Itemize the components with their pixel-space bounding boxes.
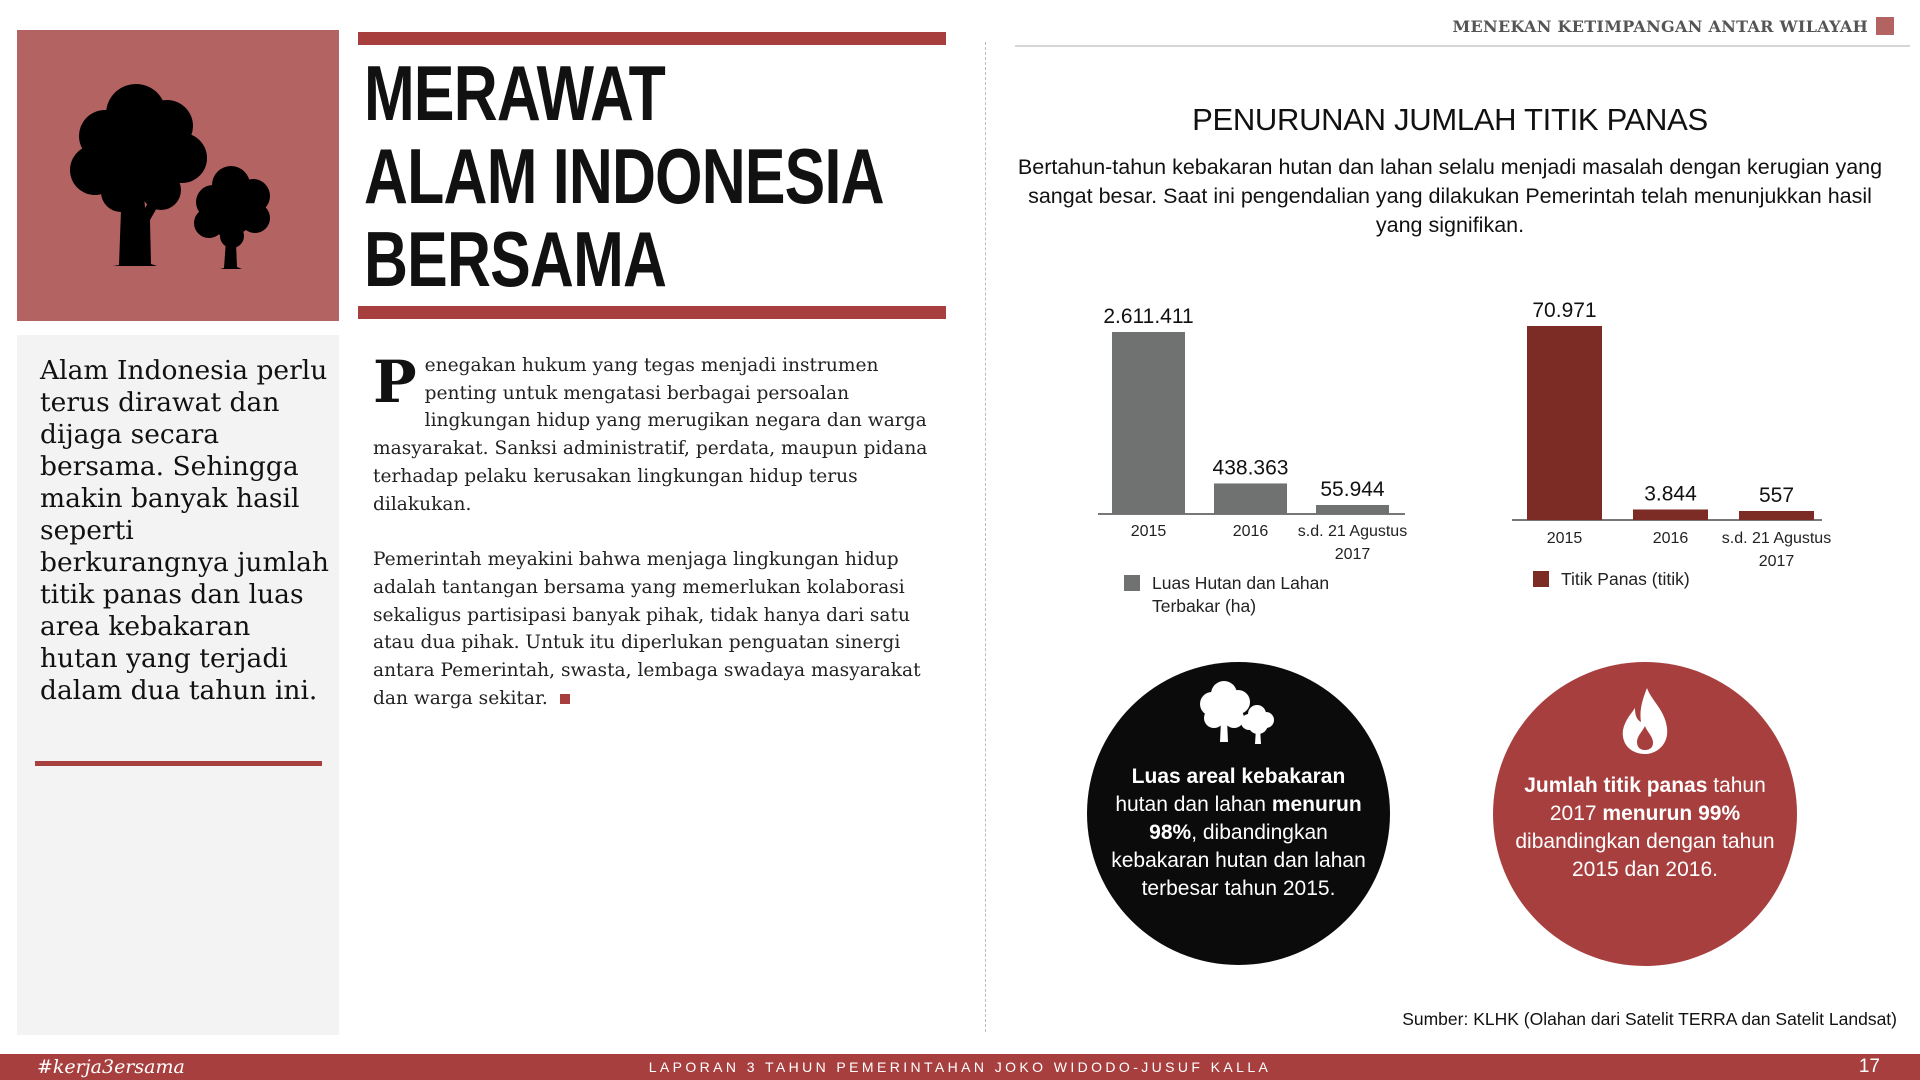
title-line: MERAWAT <box>364 49 665 137</box>
stat-text: , dibandingkan kebakaran hutan dan lahan terbesar tahun 2015. <box>1111 821 1366 900</box>
legend-hotspots <box>1533 568 1773 591</box>
quote-rule <box>35 761 322 766</box>
paragraph-1-text: enegakan hukum yang tegas menjadi instrumen penting untuk mengatasi berbagai persoalan lingkungan hidup yang merugikan negara dan warga masyarakat. Sanksi administratif, perdata, maupun pidana terhadap pelaku kerusakan lingkungan hidup terus dilakukan. <box>373 355 928 515</box>
legend-swatch <box>1124 575 1140 591</box>
stat-text: dibandingkan dengan tahun 2015 dan 2016. <box>1515 830 1775 881</box>
chart-value-label: 438.363 <box>1212 456 1289 480</box>
infographic-intro: Bertahun-tahun kebakaran hutan dan lahan selalu menjadi masalah dengan kerugian yang sangat besar. Saat ini pengendalian yang dilakukan Pemerintah telah menunjukkan hasil yang signifikan. <box>1017 155 1883 237</box>
stat-text-hotspots <box>1513 772 1777 884</box>
chart-bar <box>1214 483 1287 514</box>
stat-circle-hotspots <box>1493 662 1797 966</box>
chart-value-label: 55.944 <box>1320 478 1385 501</box>
legend-burned-area <box>1124 572 1364 618</box>
chart-value-label: 3.844 <box>1644 482 1697 506</box>
flame-icon <box>1617 686 1673 756</box>
title-line: ALAM INDONESIA <box>364 132 884 220</box>
chart-category-label: 2015 <box>1130 523 1167 540</box>
drop-cap: P <box>373 348 417 416</box>
infographic-title: PENURUNAN JUMLAH TITIK PANAS <box>1192 102 1708 137</box>
chart-bar <box>1316 505 1389 514</box>
chart-category-label: s.d. 21 Agustus <box>1721 530 1832 547</box>
chart-category-label: 2017 <box>1758 553 1795 570</box>
chart-bar <box>1112 332 1185 514</box>
end-mark <box>560 694 570 704</box>
stat-emphasis: menurun 98% <box>1149 793 1362 844</box>
chart-bar <box>1527 326 1602 520</box>
legend-label: Luas Hutan dan Lahan Terbakar (ha) <box>1152 573 1330 616</box>
chart-category-label: 2016 <box>1652 530 1689 547</box>
legend-swatch <box>1533 571 1549 587</box>
stat-text: tahun 2017 <box>1549 774 1766 825</box>
title-line: BERSAMA <box>364 215 667 303</box>
chart-value-label: 2.611.411 <box>1103 305 1194 328</box>
chart-value-label: 557 <box>1758 484 1795 507</box>
stat-text-burned-area <box>1107 763 1370 903</box>
section-label: MENEKAN KETIMPANGAN ANTAR WILAYAH <box>1452 16 1868 36</box>
page-number: 17 <box>1858 1056 1880 1077</box>
stat-emphasis: Jumlah titik panas <box>1524 774 1708 797</box>
chart-category-label: s.d. 21 Agustus <box>1297 523 1408 540</box>
stat-emphasis: menurun 99% <box>1602 802 1741 825</box>
pull-quote: Alam Indonesia perlu terus dirawat dan dijaga secara bersama. Sehingga makin banyak hasil seperti berkurangnya jumlah titik panas dan luas area kebakaran hutan yang terjadi dalam dua tahun ini. <box>40 355 329 706</box>
chart-bar <box>1739 511 1814 520</box>
stat-circle-burned-area <box>1087 662 1390 965</box>
chart-category-label: 2015 <box>1546 530 1583 547</box>
chart-value-label: 70.971 <box>1532 299 1597 322</box>
chart-category-label: 2016 <box>1232 523 1269 540</box>
footer-report-title: LAPORAN 3 TAHUN PEMERINTAHAN JOKO WIDODO-JUSUF KALLA <box>648 1059 1272 1075</box>
footer-hashtag: #kerja3ersama <box>37 1056 185 1078</box>
trees-small-icon <box>1194 676 1284 748</box>
legend-label: Titik Panas (titik) <box>1561 569 1690 589</box>
stat-text: hutan dan lahan <box>1115 793 1272 816</box>
stat-emphasis: Luas areal kebakaran <box>1131 765 1346 788</box>
chart-bar <box>1633 509 1708 520</box>
chart-category-label: 2017 <box>1334 546 1371 563</box>
data-source: Sumber: KLHK (Olahan dari Satelit TERRA dan Satelit Landsat) <box>1402 1009 1897 1029</box>
paragraph-2-text: Pemerintah meyakini bahwa menjaga lingkungan hidup adalah tantangan bersama yang memerlukan kolaborasi sekaligus partisipasi banyak pihak, tidak hanya dari satu atau dua pihak. Untuk itu diperlukan penguatan sinergi antara Pemerintah, swasta, lembaga swadaya masyarakat dan warga sekitar. <box>373 549 921 709</box>
